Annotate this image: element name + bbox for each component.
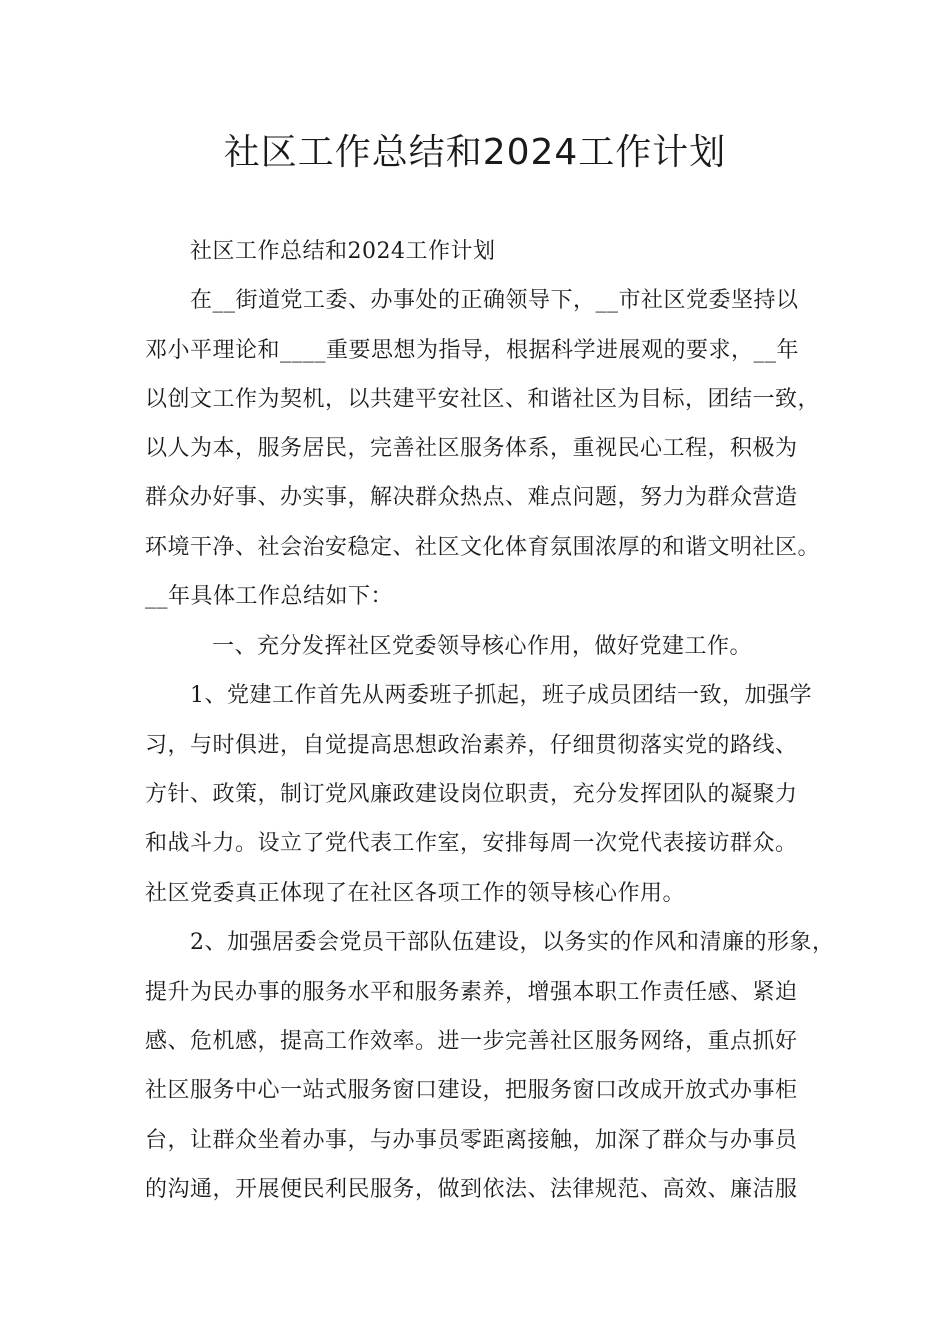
paragraph-line: 1、党建工作首先从两委班子抓起，班子成员团结一致，加强学 <box>190 683 812 708</box>
paragraph-line: 提升为民办事的服务水平和服务素养，增强本职工作责任感、紧迫 <box>145 980 798 1005</box>
paragraph-line: 和战斗力。设立了党代表工作室，安排每周一次党代表接访群众。 <box>145 831 798 856</box>
paragraph-line: 台，让群众坐着办事，与办事员零距离接触，加深了群众与办事员 <box>145 1128 798 1153</box>
paragraph-line: __年具体工作总结如下： <box>145 584 394 609</box>
section-heading: 一、充分发挥社区党委领导核心作用，做好党建工作。 <box>212 634 753 659</box>
document-title: 社区工作总结和2024工作计划 <box>223 132 727 173</box>
paragraph-line: 以人为本，服务居民，完善社区服务体系，重视民心工程，积极为 <box>145 436 798 461</box>
paragraph-line: 社区党委真正体现了在社区各项工作的领导核心作用。 <box>145 881 686 906</box>
paragraph-line: 邓小平理论和____重要思想为指导，根据科学进展观的要求，__年 <box>145 338 800 363</box>
paragraph-line: 社区服务中心一站式服务窗口建设，把服务窗口改成开放式办事柜 <box>145 1078 798 1103</box>
paragraph-line: 的沟通，开展便民利民服务，做到依法、法律规范、高效、廉洁服 <box>145 1177 798 1202</box>
paragraph-line: 群众办好事、办实事，解决群众热点、难点问题，努力为群众营造 <box>145 485 798 510</box>
paragraph-line: 以创文工作为契机，以共建平安社区、和谐社区为目标，团结一致， <box>145 387 821 412</box>
paragraph-line: 环境干净、社会治安稳定、社区文化体育氛围浓厚的和谐文明社区。 <box>145 535 821 560</box>
paragraph-line: 2、加强居委会党员干部队伍建设，以务实的作风和清廉的形象， <box>190 930 835 955</box>
subtitle-line: 社区工作总结和2024工作计划 <box>190 239 496 264</box>
paragraph-line: 感、危机感，提高工作效率。进一步完善社区服务网络，重点抓好 <box>145 1029 798 1054</box>
paragraph-line: 习，与时俱进，自觉提高思想政治素养，仔细贯彻落实党的路线、 <box>145 733 798 758</box>
paragraph-line: 方针、政策，制订党风廉政建设岗位职责，充分发挥团队的凝聚力 <box>145 782 798 807</box>
paragraph-line: 在__街道党工委、办事处的正确领导下，__市社区党委坚持以 <box>190 288 799 313</box>
